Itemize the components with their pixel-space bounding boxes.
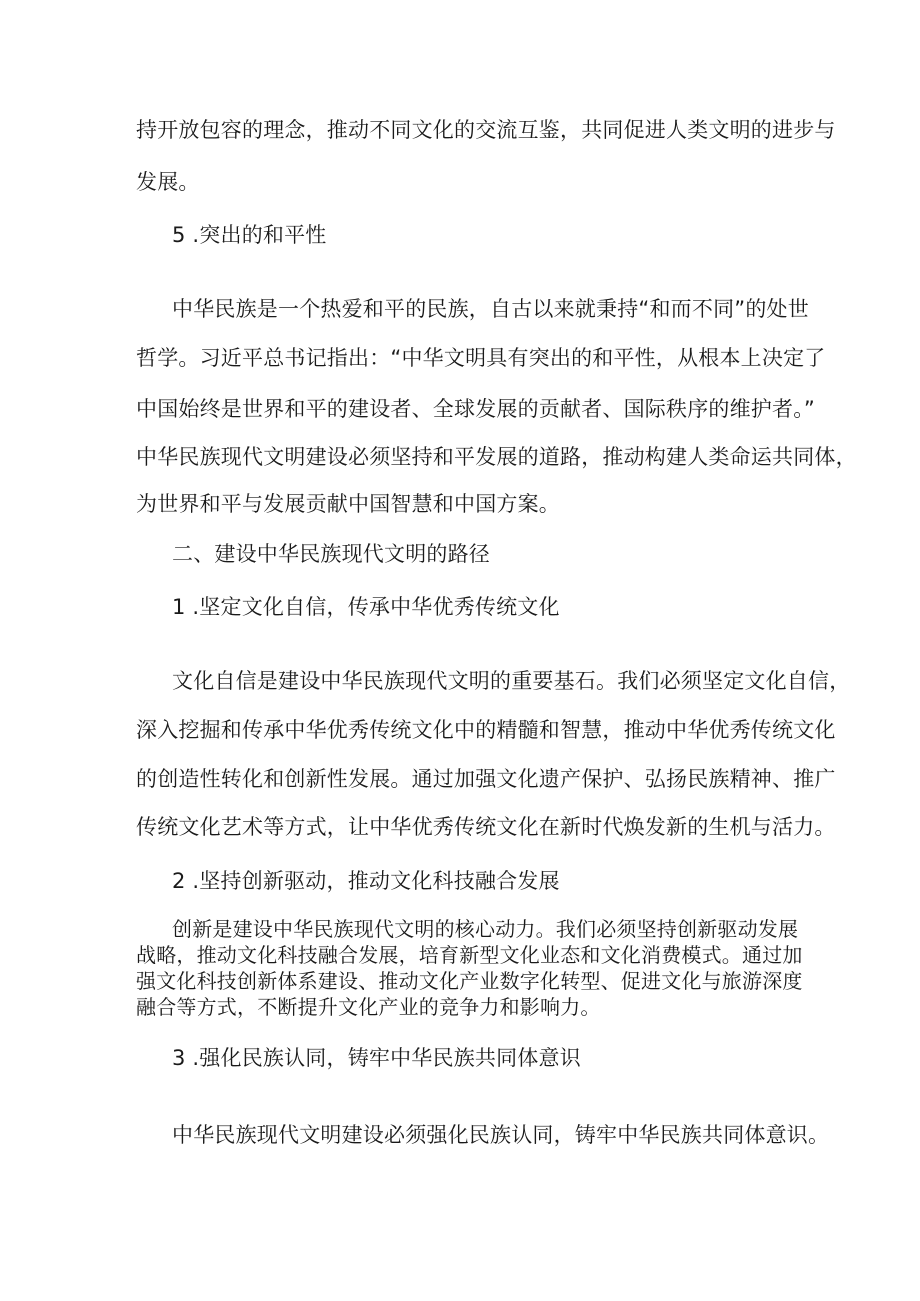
paragraph-line: 持开放包容的理念，推动不同文化的交流互鉴，共同促进人类文明的进步与 bbox=[136, 118, 836, 142]
paragraph-line: 中华民族现代文明建设必须坚持和平发展的道路，推动构建人类命运共同体， bbox=[136, 445, 857, 469]
paragraph-line: 创新是建设中华民族现代文明的核心动力。我们必须坚持创新驱动发展 bbox=[172, 917, 799, 941]
paragraph-line: 文化自信是建设中华民族现代文明的重要基石。我们必须坚定文化自信， bbox=[172, 669, 851, 693]
subheading-1: 1 .坚定文化自信，传承中华优秀传统文化 bbox=[172, 595, 560, 619]
paragraph-line: 中国始终是世界和平的建设者、全球发展的贡献者、国际秩序的维护者。” bbox=[136, 397, 815, 421]
section-heading: 二、建设中华民族现代文明的路径 bbox=[172, 542, 490, 566]
paragraph-line: 哲学。习近平总书记指出：“中华文明具有突出的和平性，从根本上决定了 bbox=[136, 346, 826, 370]
subheading-2: 2 .坚持创新驱动，推动文化科技融合发展 bbox=[172, 869, 560, 893]
paragraph-line: 中华民族现代文明建设必须强化民族认同，铸牢中华民族共同体意识。 bbox=[172, 1123, 830, 1147]
paragraph-line: 中华民族是一个热爱和平的民族，自古以来就秉持“和而不同”的处世 bbox=[172, 297, 809, 321]
paragraph-line: 发展。 bbox=[136, 170, 200, 194]
paragraph-line: 战略，推动文化科技融合发展，培育新型文化业态和文化消费模式。通过加 bbox=[136, 943, 803, 967]
paragraph-line: 为世界和平与发展贡献中国智慧和中国方案。 bbox=[136, 492, 560, 516]
subheading-3: 3 .强化民族认同，铸牢中华民族共同体意识 bbox=[172, 1046, 581, 1070]
paragraph-line: 深入挖掘和传承中华优秀传统文化中的精髓和智慧，推动中华优秀传统文化 bbox=[136, 718, 836, 742]
paragraph-line: 融合等方式，不断提升文化产业的竞争力和影响力。 bbox=[136, 995, 601, 1019]
paragraph-line: 强文化科技创新体系建设、推动文化产业数字化转型、促进文化与旅游深度 bbox=[136, 969, 803, 993]
paragraph-line: 的创造性转化和创新性发展。通过加强文化遗产保护、弘扬民族精神、推广 bbox=[136, 767, 836, 791]
subheading-5: 5 .突出的和平性 bbox=[172, 223, 327, 247]
paragraph-line: 传统文化艺术等方式，让中华优秀传统文化在新时代焕发新的生机与活力。 bbox=[136, 815, 836, 839]
